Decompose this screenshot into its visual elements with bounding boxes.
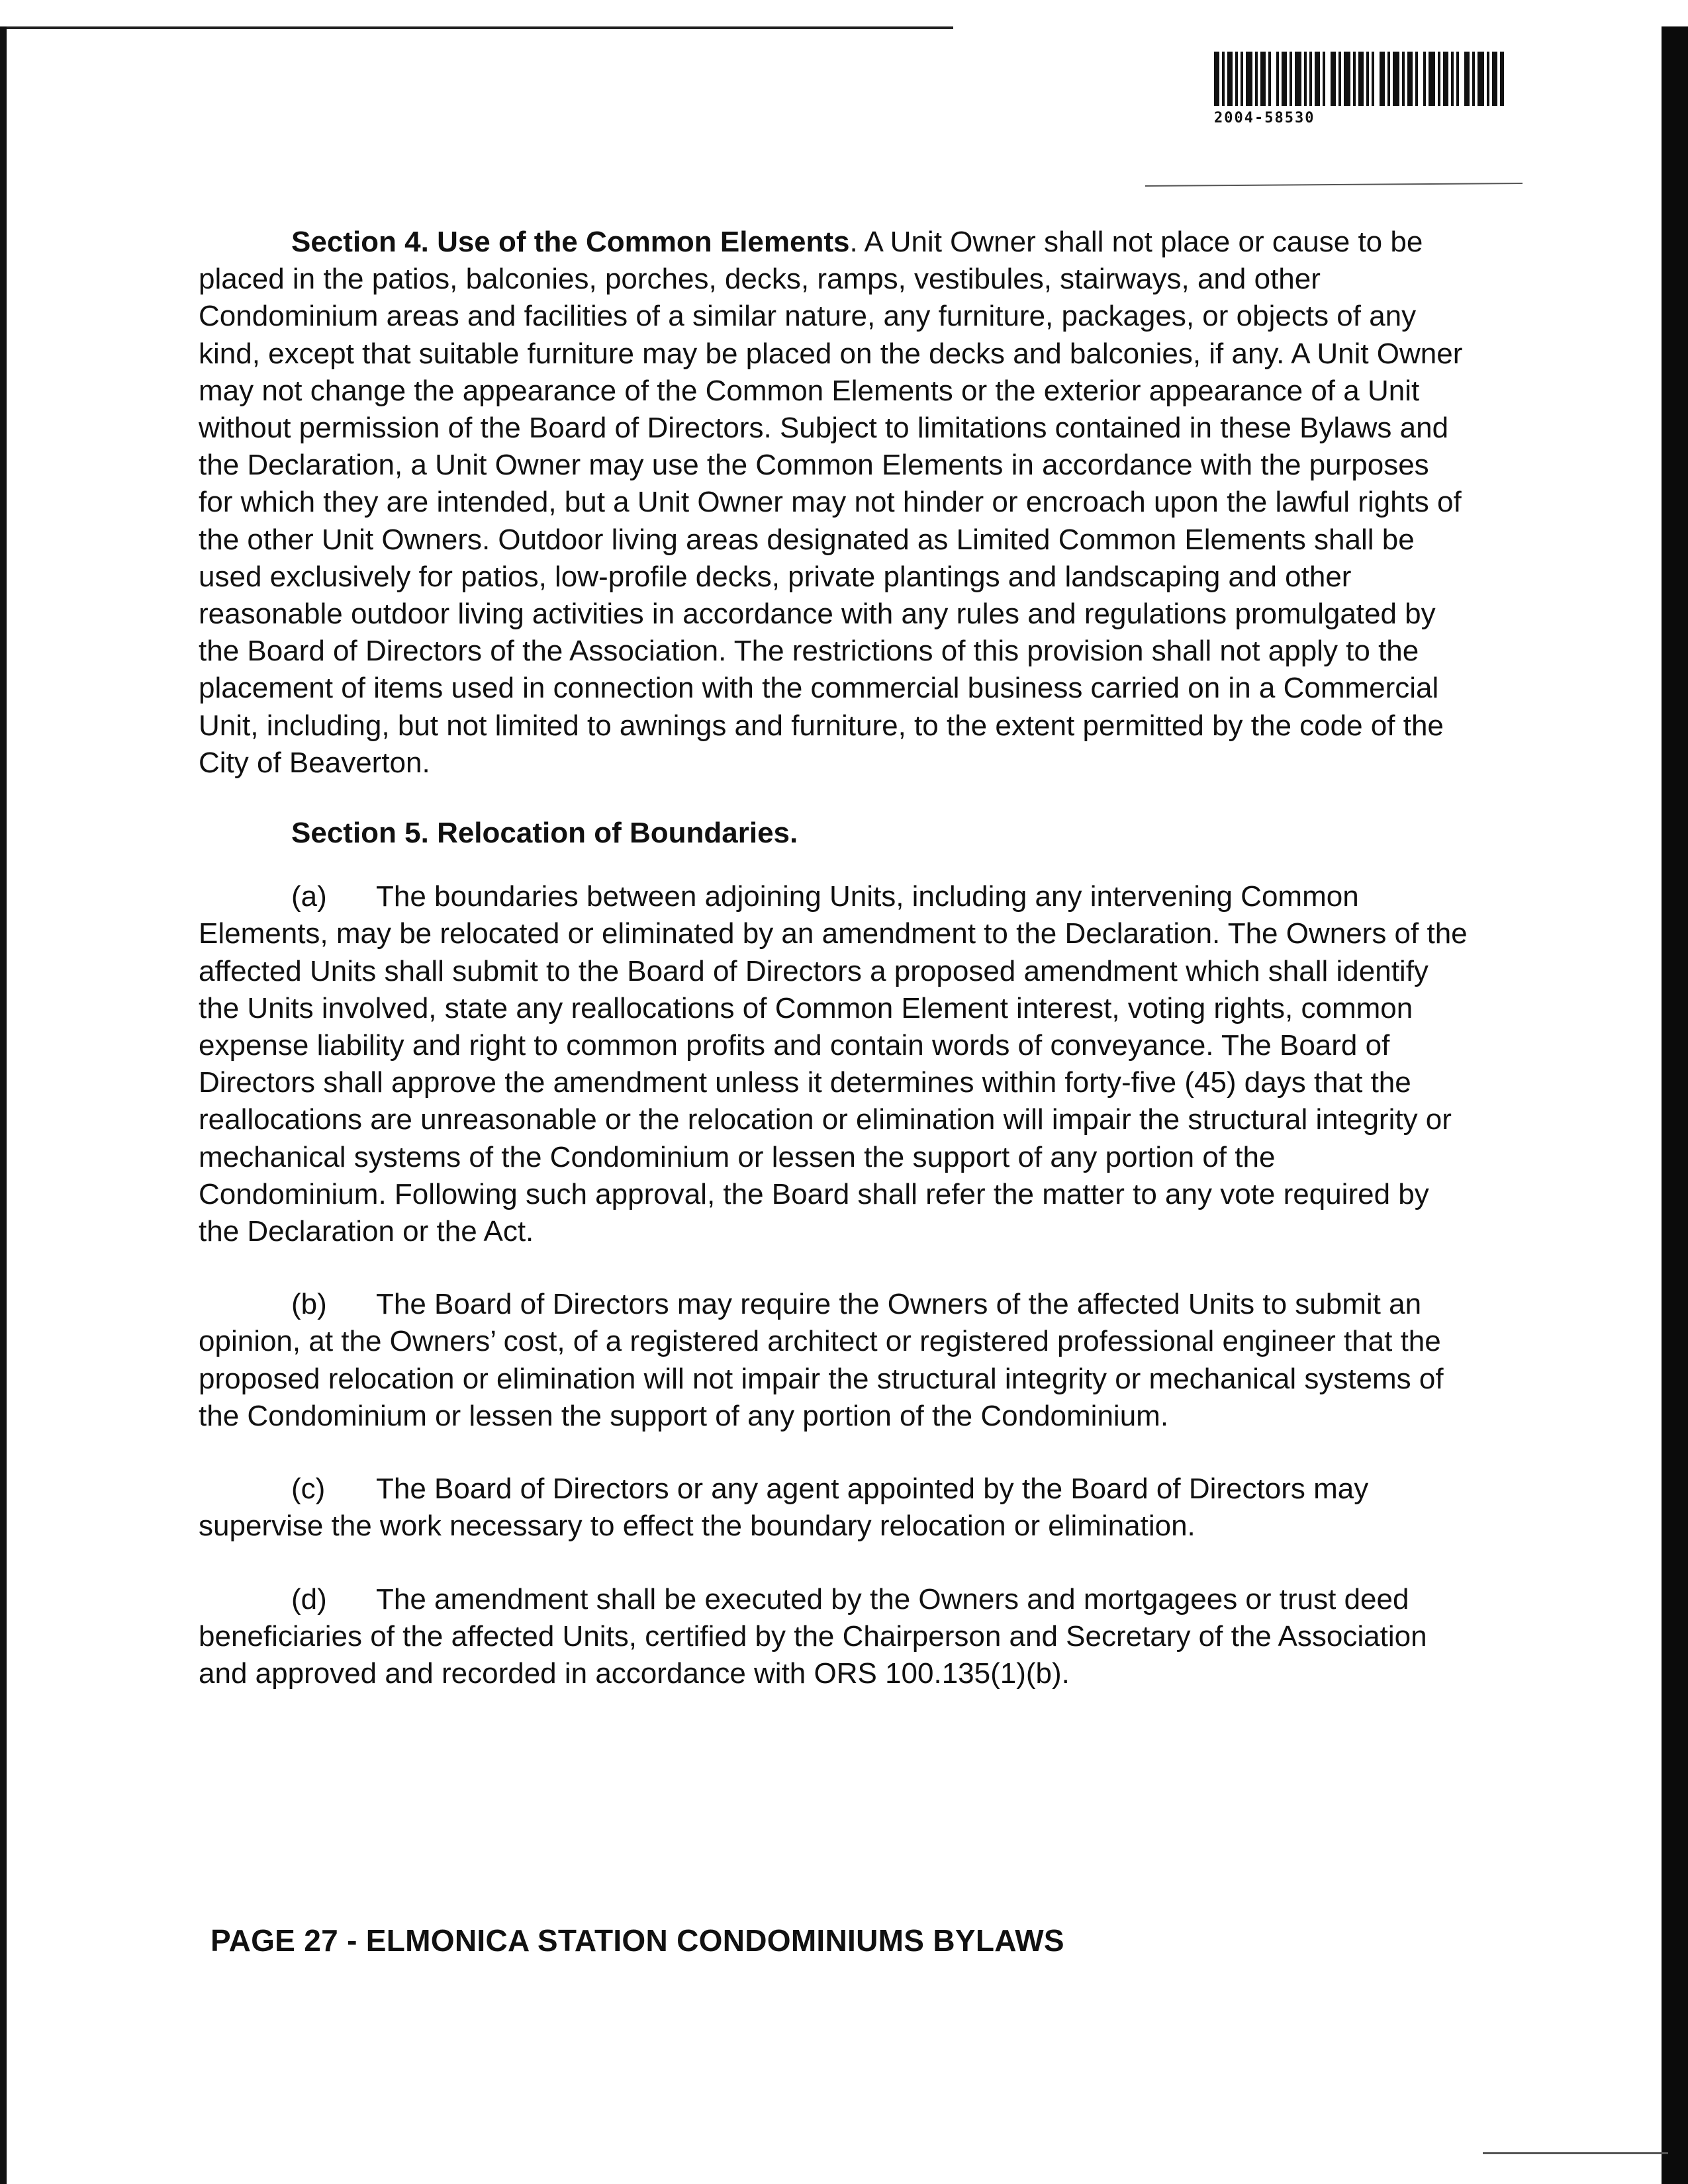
section-4-paragraph: [199, 224, 1470, 782]
section-5-item-b: [199, 1286, 1470, 1435]
barcode-bars-icon: [1214, 52, 1505, 106]
scan-top-edge: [0, 26, 953, 29]
section-4-body: . A Unit Owner shall not place or cause to be placed in the patios, balconies, porches, decks, ramps, vestibules, stairways, and other Condominium areas and facilities of a similar nature, any furniture, packages, or objects of any kind, except that suitable furniture may be placed on the decks and balconies, if any. A Unit Owner may not change the appearance of the Common Elements or the exterior appearance of a Unit without permission of the Board of Directors. Subject to limitations contained in these Bylaws and the Declaration, a Unit Owner may use the Common Elements in accordance with the purposes for which they are intended, but a Unit Owner may not hinder or encroach upon the lawful rights of the other Unit Owners. Outdoor living areas designated as Limited Common Elements shall be used exclusively for patios, low-profile decks, private plantings and landscaping and other reasonable outdoor living activities in accordance with any rules and regulations promulgated by the Board of Directors of the Association. The restrictions of this provision shall not apply to the placement of items used in connection with the commercial business carried on in a Commercial Unit, including, but not limited to awnings and furniture, to the extent permitted by the code of the City of Beaverton.: [199, 226, 1463, 779]
item-label: (d): [291, 1582, 327, 1615]
section-5-heading: Section 5. Relocation of Boundaries.: [291, 817, 798, 850]
item-label: (b): [291, 1288, 327, 1321]
item-text: The amendment shall be executed by the Owners and mortgagees or trust deed beneficiaries of the affected Units, certified by the Chairperson and Secretary of the Association and approved and recorded in accordance with ORS 100.135(1)(b).: [199, 1582, 1427, 1690]
section-5-item-a: [199, 878, 1470, 1250]
scan-bottom-mark: [1483, 2152, 1668, 2154]
scan-right-edge: [1662, 26, 1688, 2184]
item-text: The boundaries between adjoining Units, including any intervening Common Elements, may be relocated or eliminated by an amendment to the Declaration. The Owners of the affected Units shall submit to the Board of Directors a proposed amendment which shall identify the Units involved, state any reallocations of Common Element interest, voting rights, common expense liability and right to common profits and contain words of conveyance. The Board of Directors shall approve the amendment unless it determines within forty-five (45) days that the reallocations are unreasonable or the relocation or elimination will impair the structural integrity or mechanical systems of the Condominium or lessen the support of any portion of the Condominium. Following such approval, the Board shall refer the matter to any vote required by the Declaration or the Act.: [199, 880, 1468, 1248]
item-label: (c): [291, 1473, 326, 1506]
barcode-number: 2004-58530: [1214, 110, 1315, 126]
section-5-heading-line: [199, 815, 1470, 852]
item-text: The Board of Directors may require the Owners of the affected Units to submit an opinion, at the Owners’ cost, of a registered architect or registered professional engineer that the proposed relocation or elimination will not impair the structural integrity or mechanical systems of the Condominium or lessen the support of any portion of the Condominium.: [199, 1288, 1444, 1432]
section-5-item-c: [199, 1471, 1470, 1545]
item-text: The Board of Directors or any agent appointed by the Board of Directors may supervise the work necessary to effect the boundary relocation or elimination.: [199, 1473, 1369, 1543]
barcode-underline: [1145, 183, 1523, 187]
document-body: [199, 224, 1470, 1692]
section-5-item-d: [199, 1581, 1470, 1693]
item-label: (a): [291, 880, 327, 913]
section-4-heading: Section 4. Use of the Common Elements: [291, 226, 850, 258]
recording-barcode: [1214, 52, 1505, 126]
page-footer: PAGE 27 - ELMONICA STATION CONDOMINIUMS BYLAWS: [211, 1923, 1064, 1958]
scan-left-edge: [0, 26, 7, 2184]
